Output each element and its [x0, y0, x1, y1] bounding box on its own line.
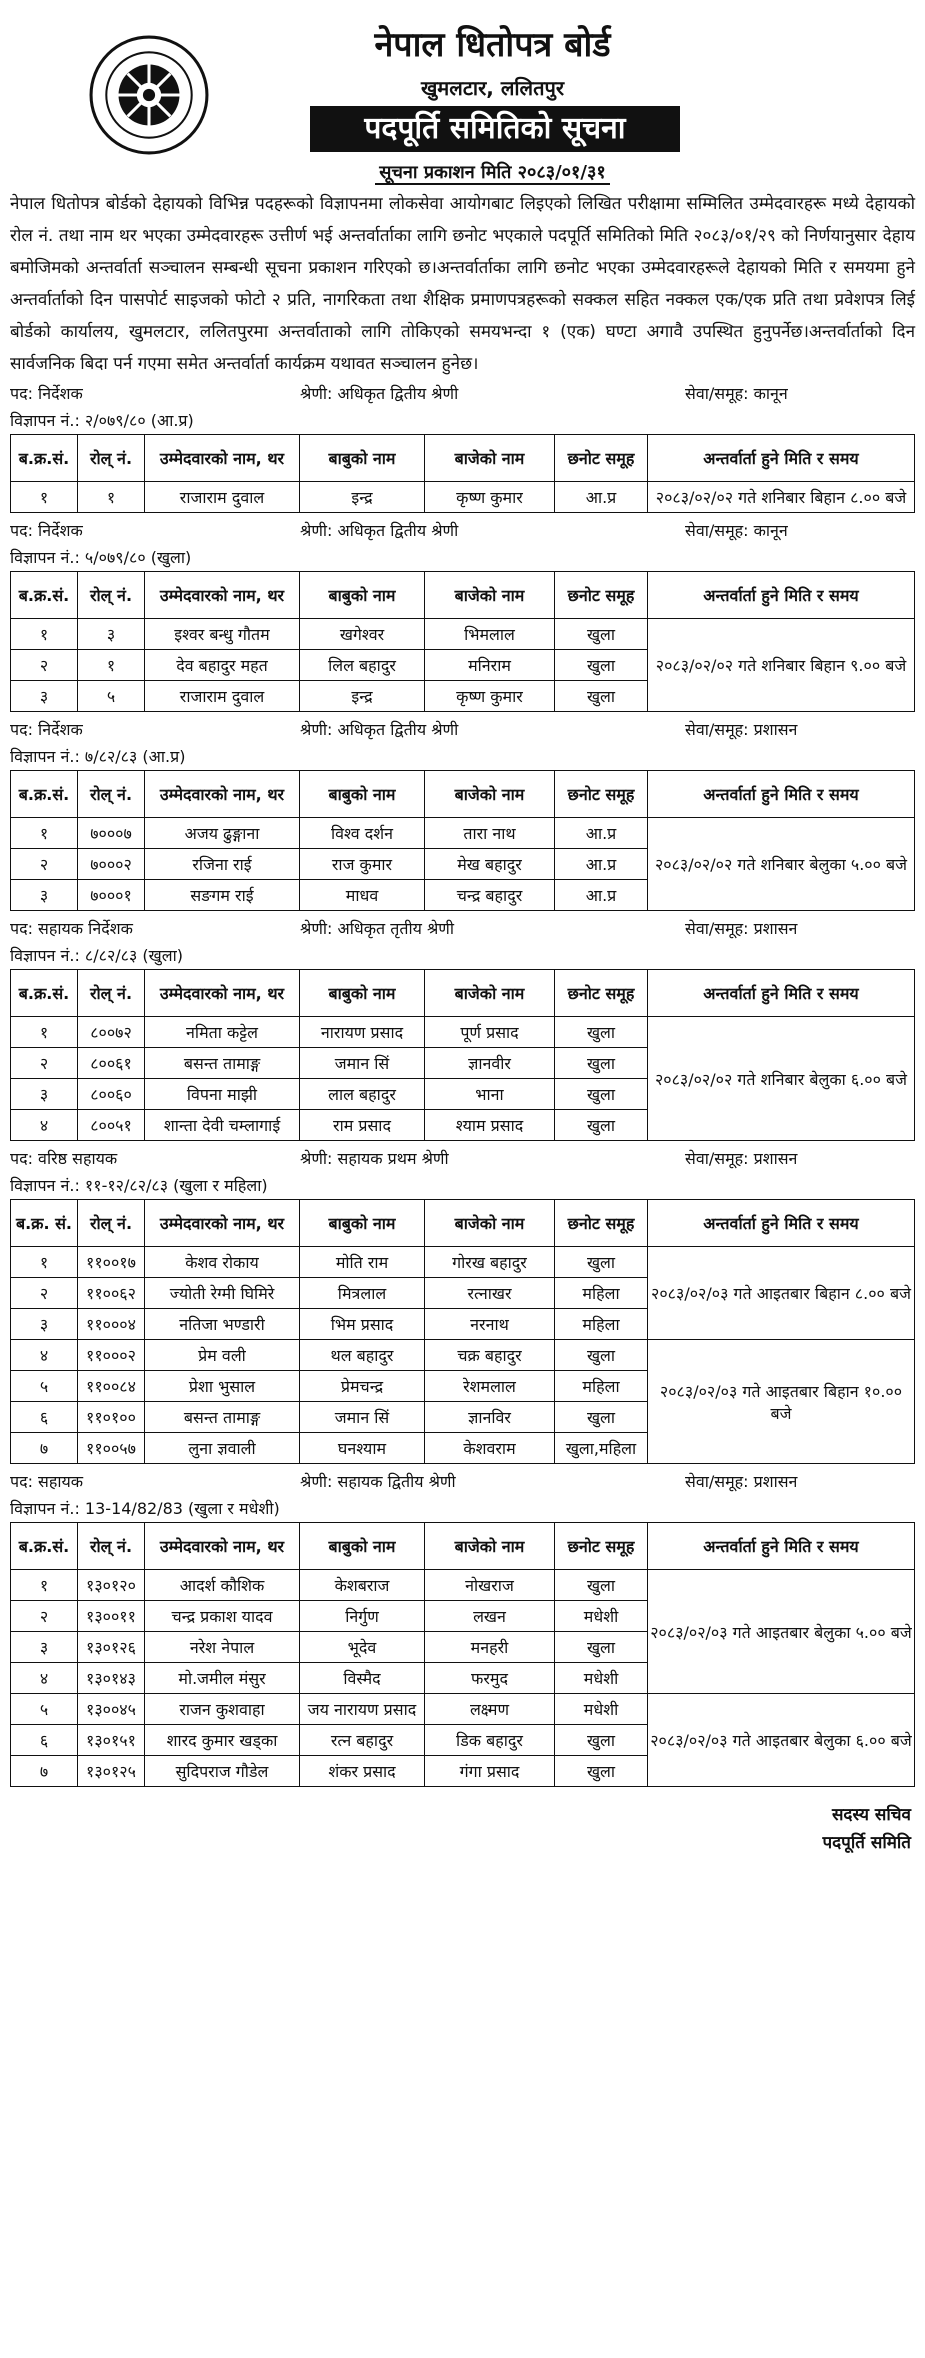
interview-table — [10, 1522, 915, 1787]
table-cell: रत्नाखर — [425, 1278, 555, 1309]
notice-header — [10, 14, 915, 156]
table-head — [11, 1200, 915, 1247]
table-cell: खगेश्वर — [300, 619, 425, 650]
table-cell: ६ — [11, 1402, 78, 1433]
table-cell: २ — [11, 650, 78, 681]
table-cell: रजिना राई — [145, 849, 300, 880]
signature-block — [10, 1801, 915, 1857]
table-cell: १३०१२६ — [78, 1632, 145, 1663]
table-cell: ज्योती रेग्मी घिमिरे — [145, 1278, 300, 1309]
column-header: रोल् नं. — [78, 1200, 145, 1247]
table-cell: खुला — [555, 619, 648, 650]
table-cell: ११००६२ — [78, 1278, 145, 1309]
table-cell: खुला — [555, 1756, 648, 1787]
table-body — [11, 482, 915, 513]
table-cell: प्रेम वली — [145, 1340, 300, 1371]
table-body — [11, 1247, 915, 1464]
table-cell: ११००१७ — [78, 1247, 145, 1278]
table-cell: मोति राम — [300, 1247, 425, 1278]
advertisement-number: विज्ञापन नं.: ८/८२/८३ (खुला) — [10, 946, 183, 965]
table-cell: मधेशी — [555, 1694, 648, 1725]
table-cell: इन्द्र — [300, 482, 425, 513]
table-cell: श्याम प्रसाद — [425, 1110, 555, 1141]
column-header: बाबुको नाम — [300, 435, 425, 482]
table-cell: ७०००१ — [78, 880, 145, 911]
table-cell: विश्व दर्शन — [300, 818, 425, 849]
table-body — [11, 818, 915, 911]
post-label: पद: वरिष्ठ सहायक — [10, 1149, 118, 1168]
table-cell: केशवराम — [425, 1433, 555, 1464]
table-cell: १३०१२० — [78, 1570, 145, 1601]
table-cell: आ.प्र — [555, 849, 648, 880]
interview-table — [10, 434, 915, 513]
column-header: उम्मेदवारको नाम, थर — [145, 572, 300, 619]
table-cell: ११०००४ — [78, 1309, 145, 1340]
table-cell: १ — [78, 482, 145, 513]
table-cell: ७०००७ — [78, 818, 145, 849]
table-cell: मनिराम — [425, 650, 555, 681]
column-header: बाजेको नाम — [425, 572, 555, 619]
column-header: अन्तर्वार्ता हुने मिति र समय — [648, 1523, 915, 1570]
table-cell: लुना ज्ञवाली — [145, 1433, 300, 1464]
table-cell: ५ — [78, 681, 145, 712]
table-cell: घनश्याम — [300, 1433, 425, 1464]
table-cell: ३ — [11, 1309, 78, 1340]
table-row — [11, 818, 915, 849]
table-cell: १३०१५१ — [78, 1725, 145, 1756]
table-cell: ७ — [11, 1756, 78, 1787]
table-cell: आ.प्र — [555, 818, 648, 849]
publication-date: सूचना प्रकाशन मिति २०८३/०१/३१ — [70, 160, 915, 184]
table-cell: चक्र बहादुर — [425, 1340, 555, 1371]
table-cell: जय नारायण प्रसाद — [300, 1694, 425, 1725]
column-header: ब.क्र.सं. — [11, 771, 78, 818]
table-cell: आ.प्र — [555, 880, 648, 911]
advertisement-number: विज्ञापन नं.: ५/०७९/८० (खुला) — [10, 548, 192, 567]
column-header: छनोट समूह — [555, 771, 648, 818]
header-row — [11, 572, 915, 619]
table-cell: खुला — [555, 1402, 648, 1433]
table-cell: ११००५७ — [78, 1433, 145, 1464]
table-cell: इन्द्र — [300, 681, 425, 712]
table-head — [11, 970, 915, 1017]
interview-schedule: २०८३/०२/०२ गते शनिबार बिहान ९.०० बजे — [648, 619, 915, 712]
table-cell: ५ — [11, 1371, 78, 1402]
table-cell: खुला — [555, 1570, 648, 1601]
interview-schedule: २०८३/०२/०३ गते आइतबार बेलुका ६.०० बजे — [648, 1694, 915, 1787]
column-header: बाबुको नाम — [300, 771, 425, 818]
table-cell: मेख बहादुर — [425, 849, 555, 880]
service-label: सेवा/समूह: प्रशासन — [685, 919, 798, 938]
table-cell: खुला — [555, 1048, 648, 1079]
advertisement-number: विज्ञापन नं.: 13-14/82/83 (खुला र मधेशी) — [10, 1499, 280, 1518]
column-header: ब.क्र.सं. — [11, 435, 78, 482]
section-meta — [10, 915, 915, 943]
service-label: सेवा/समूह: प्रशासन — [685, 1472, 798, 1491]
table-cell: १ — [11, 818, 78, 849]
notice-title: पदपूर्ति समितिको सूचना — [310, 106, 680, 152]
class-label: श्रेणी: अधिकृत द्वितीय श्रेणी — [300, 521, 459, 540]
table-cell: मनहरी — [425, 1632, 555, 1663]
table-cell: ७ — [11, 1433, 78, 1464]
signature-title: सदस्य सचिव — [831, 1805, 911, 1825]
interview-schedule: २०८३/०२/०२ गते शनिबार बिहान ८.०० बजे — [648, 482, 915, 513]
column-header: ब.क्र. सं. — [11, 1200, 78, 1247]
table-head — [11, 572, 915, 619]
header-row — [11, 771, 915, 818]
table-cell: शारद कुमार खड्का — [145, 1725, 300, 1756]
table-cell: तारा नाथ — [425, 818, 555, 849]
table-cell: खुला,महिला — [555, 1433, 648, 1464]
table-cell: राजन कुशवाहा — [145, 1694, 300, 1725]
column-header: रोल् नं. — [78, 970, 145, 1017]
table-cell: ११०००२ — [78, 1340, 145, 1371]
post-label: पद: सहायक — [10, 1472, 84, 1491]
table-cell: जमान सिं — [300, 1402, 425, 1433]
table-cell: राजाराम दुवाल — [145, 681, 300, 712]
table-cell: ११००८४ — [78, 1371, 145, 1402]
column-header: बाजेको नाम — [425, 771, 555, 818]
table-cell: नरेश नेपाल — [145, 1632, 300, 1663]
table-cell: ८००६० — [78, 1079, 145, 1110]
column-header: छनोट समूह — [555, 1200, 648, 1247]
table-cell: १ — [11, 1570, 78, 1601]
section-meta — [10, 1468, 915, 1496]
table-cell: २ — [11, 1601, 78, 1632]
table-cell: ३ — [11, 1632, 78, 1663]
table-cell: खुला — [555, 1725, 648, 1756]
table-cell: महिला — [555, 1309, 648, 1340]
table-cell: नरनाथ — [425, 1309, 555, 1340]
interview-schedule: २०८३/०२/०२ गते शनिबार बेलुका ५.०० बजे — [648, 818, 915, 911]
interview-schedule: २०८३/०२/०३ गते आइतबार बिहान ८.०० बजे — [648, 1247, 915, 1340]
table-cell: १ — [11, 1017, 78, 1048]
table-cell: मो.जमील मंसुर — [145, 1663, 300, 1694]
class-label: श्रेणी: अधिकृत द्वितीय श्रेणी — [300, 384, 459, 403]
table-cell: ८००५१ — [78, 1110, 145, 1141]
column-header: बाबुको नाम — [300, 1523, 425, 1570]
table-cell: चन्द्र प्रकाश यादव — [145, 1601, 300, 1632]
table-cell: १ — [11, 619, 78, 650]
class-label: श्रेणी: सहायक द्वितीय श्रेणी — [300, 1472, 456, 1491]
advertisement-number: विज्ञापन नं.: २/०७९/८० (आ.प्र) — [10, 411, 194, 430]
table-body — [11, 1017, 915, 1141]
column-header: बाजेको नाम — [425, 435, 555, 482]
header-row — [11, 1523, 915, 1570]
column-header: उम्मेदवारको नाम, थर — [145, 771, 300, 818]
column-header: रोल् नं. — [78, 435, 145, 482]
table-cell: ३ — [11, 1079, 78, 1110]
table-cell: ५ — [11, 1694, 78, 1725]
column-header: ब.क्र.सं. — [11, 970, 78, 1017]
section-meta — [10, 517, 915, 545]
intro-paragraph: नेपाल धितोपत्र बोर्डको देहायको विभिन्न पदहरूको विज्ञापनमा लोकसेवा आयोगबाट लिइएको लिखित परीक्षामा सम्मिलित उम्मेदवारहरू मध्ये देहायको रोल नं. तथा नाम थर भएका उम्मेदवारहरू उत्तीर्ण भई अन्तर्वार्ताका लागि छनोट भएकाले पदपूर्ति समितिको मिति २०८३/०१/२९ को निर्णयानुसार देहाय बमोजिमको अन्तर्वार्ता सञ्चालन सम्बन्धी सूचना प्रकाशन गरिएको छ।अन्तर्वार्ताका लागि छनोट भएका उम्मेदवारहरूले देहायको मिति र समयमा हुने अन्तर्वार्ताको दिन पासपोर्ट साइजको फोटो २ प्रति, नागरिकता तथा शैक्षिक प्रमाणपत्रहरूको सक्कल सहित नक्कल एक/एक प्रति तथा प्रवेशपत्र लिई बोर्डको कार्यालय, खुमलटार, ललितपुरमा अन्तर्वाताको लागि तोकिएको समयभन्दा १ (एक) घण्टा अगावै उपस्थित हुनुपर्नेछ।अन्तर्वार्ताको दिन सार्वजनिक बिदा पर्न गएमा समेत अन्तर्वार्ता कार्यक्रम यथावत सञ्चालन हुनेछ। — [10, 194, 915, 374]
table-cell: इश्वर बन्धु गौतम — [145, 619, 300, 650]
table-cell: प्रेशा भुसाल — [145, 1371, 300, 1402]
table-cell: राम प्रसाद — [300, 1110, 425, 1141]
column-header: अन्तर्वार्ता हुने मिति र समय — [648, 572, 915, 619]
table-cell: जमान सिं — [300, 1048, 425, 1079]
interview-schedule: २०८३/०२/०३ गते आइतबार बिहान १०.०० बजे — [648, 1340, 915, 1464]
table-cell: बसन्त तामाङ्ग — [145, 1048, 300, 1079]
header-row — [11, 1200, 915, 1247]
column-header: उम्मेदवारको नाम, थर — [145, 1523, 300, 1570]
table-cell: सङगम राई — [145, 880, 300, 911]
table-cell: महिला — [555, 1371, 648, 1402]
table-cell: ३ — [11, 880, 78, 911]
service-label: सेवा/समूह: कानून — [685, 384, 788, 403]
table-cell: लक्ष्मण — [425, 1694, 555, 1725]
column-header: बाजेको नाम — [425, 1523, 555, 1570]
table-head — [11, 771, 915, 818]
table-cell: राजाराम दुवाल — [145, 482, 300, 513]
interview-schedule: २०८३/०२/०३ गते आइतबार बेलुका ५.०० बजे — [648, 1570, 915, 1694]
column-header: अन्तर्वार्ता हुने मिति र समय — [648, 970, 915, 1017]
header-row — [11, 435, 915, 482]
column-header: बाजेको नाम — [425, 1200, 555, 1247]
table-cell: १३०१२५ — [78, 1756, 145, 1787]
table-cell: ४ — [11, 1340, 78, 1371]
table-cell: महिला — [555, 1278, 648, 1309]
table-cell: निर्गुण — [300, 1601, 425, 1632]
interview-table — [10, 1199, 915, 1464]
table-cell: १ — [78, 650, 145, 681]
table-cell: सुदिपराज गौडेल — [145, 1756, 300, 1787]
table-cell: खुला — [555, 681, 648, 712]
table-cell: केशबराज — [300, 1570, 425, 1601]
post-label: पद: निर्देशक — [10, 384, 83, 403]
table-cell: देव बहादुर महत — [145, 650, 300, 681]
table-cell: माधव — [300, 880, 425, 911]
table-cell: खुला — [555, 1017, 648, 1048]
table-cell: राज कुमार — [300, 849, 425, 880]
table-row — [11, 1340, 915, 1371]
table-cell: नमिता कट्टेल — [145, 1017, 300, 1048]
interview-table — [10, 770, 915, 911]
table-cell: भिमलाल — [425, 619, 555, 650]
table-cell: २ — [11, 1278, 78, 1309]
table-cell: अजय ढुङ्गाना — [145, 818, 300, 849]
table-cell: शान्ता देवी चम्लागाई — [145, 1110, 300, 1141]
table-row — [11, 1694, 915, 1725]
table-cell: ६ — [11, 1725, 78, 1756]
table-row — [11, 482, 915, 513]
table-cell: १३००४५ — [78, 1694, 145, 1725]
column-header: ब.क्र.सं. — [11, 1523, 78, 1570]
table-cell: गंगा प्रसाद — [425, 1756, 555, 1787]
section-meta — [10, 380, 915, 408]
table-cell: लखन — [425, 1601, 555, 1632]
service-label: सेवा/समूह: प्रशासन — [685, 1149, 798, 1168]
table-cell: मधेशी — [555, 1601, 648, 1632]
table-cell: डिक बहादुर — [425, 1725, 555, 1756]
column-header: बाबुको नाम — [300, 1200, 425, 1247]
org-address: खुमलटार, ललितपुर — [420, 76, 565, 100]
table-head — [11, 435, 915, 482]
interview-table — [10, 969, 915, 1141]
table-cell: १ — [11, 1247, 78, 1278]
table-cell: फरमुद — [425, 1663, 555, 1694]
table-cell: आ.प्र — [555, 482, 648, 513]
table-cell: ३ — [11, 681, 78, 712]
table-cell: १ — [11, 482, 78, 513]
table-cell: विस्मैद — [300, 1663, 425, 1694]
table-cell: ३ — [78, 619, 145, 650]
table-cell: चन्द्र बहादुर — [425, 880, 555, 911]
column-header: उम्मेदवारको नाम, थर — [145, 970, 300, 1017]
post-label: पद: निर्देशक — [10, 720, 83, 739]
table-cell: ७०००२ — [78, 849, 145, 880]
class-label: श्रेणी: सहायक प्रथम श्रेणी — [300, 1149, 449, 1168]
class-label: श्रेणी: अधिकृत द्वितीय श्रेणी — [300, 720, 459, 739]
table-row — [11, 1570, 915, 1601]
table-row — [11, 1017, 915, 1048]
column-header: छनोट समूह — [555, 572, 648, 619]
column-header: छनोट समूह — [555, 970, 648, 1017]
table-cell: ४ — [11, 1663, 78, 1694]
column-header: अन्तर्वार्ता हुने मिति र समय — [648, 435, 915, 482]
table-cell: गोरख बहादुर — [425, 1247, 555, 1278]
table-cell: १३००११ — [78, 1601, 145, 1632]
column-header: अन्तर्वार्ता हुने मिति र समय — [648, 1200, 915, 1247]
table-cell: खुला — [555, 650, 648, 681]
section-meta — [10, 1145, 915, 1173]
table-cell: मित्रलाल — [300, 1278, 425, 1309]
table-cell: ४ — [11, 1110, 78, 1141]
interview-table — [10, 571, 915, 712]
column-header: उम्मेदवारको नाम, थर — [145, 435, 300, 482]
column-header: बाजेको नाम — [425, 970, 555, 1017]
table-cell: खुला — [555, 1632, 648, 1663]
table-cell: विपना माझी — [145, 1079, 300, 1110]
table-cell: भिम प्रसाद — [300, 1309, 425, 1340]
column-header: रोल् नं. — [78, 1523, 145, 1570]
column-header: छनोट समूह — [555, 435, 648, 482]
table-cell: खुला — [555, 1110, 648, 1141]
table-cell: खुला — [555, 1079, 648, 1110]
service-label: सेवा/समूह: प्रशासन — [685, 720, 798, 739]
table-cell: नारायण प्रसाद — [300, 1017, 425, 1048]
column-header: बाबुको नाम — [300, 572, 425, 619]
post-label: पद: सहायक निर्देशक — [10, 919, 133, 938]
column-header: ब.क्र.सं. — [11, 572, 78, 619]
table-cell: आदर्श कौशिक — [145, 1570, 300, 1601]
table-row — [11, 619, 915, 650]
table-row — [11, 1247, 915, 1278]
table-cell: शंकर प्रसाद — [300, 1756, 425, 1787]
table-cell: लाल बहादुर — [300, 1079, 425, 1110]
table-cell: २ — [11, 1048, 78, 1079]
table-cell: ८००७२ — [78, 1017, 145, 1048]
table-cell: नतिजा भण्डारी — [145, 1309, 300, 1340]
section-meta — [10, 716, 915, 744]
table-cell: केशव रोकाय — [145, 1247, 300, 1278]
table-cell: १३०१४३ — [78, 1663, 145, 1694]
signature-committee: पदपूर्ति समिति — [822, 1833, 911, 1853]
table-cell: रत्न बहादुर — [300, 1725, 425, 1756]
table-body — [11, 1570, 915, 1787]
column-header: रोल् नं. — [78, 771, 145, 818]
header-row — [11, 970, 915, 1017]
column-header: छनोट समूह — [555, 1523, 648, 1570]
table-cell: थल बहादुर — [300, 1340, 425, 1371]
table-cell: भूदेव — [300, 1632, 425, 1663]
table-cell: प्रेमचन्द्र — [300, 1371, 425, 1402]
interview-schedule: २०८३/०२/०२ गते शनिबार बेलुका ६.०० बजे — [648, 1017, 915, 1141]
column-header: बाबुको नाम — [300, 970, 425, 1017]
table-cell: भाना — [425, 1079, 555, 1110]
table-cell: खुला — [555, 1247, 648, 1278]
advertisement-number: विज्ञापन नं.: ७/८२/८३ (आ.प्र) — [10, 747, 186, 766]
table-cell: लिल बहादुर — [300, 650, 425, 681]
column-header: उम्मेदवारको नाम, थर — [145, 1200, 300, 1247]
table-cell: रेशमलाल — [425, 1371, 555, 1402]
column-header: अन्तर्वार्ता हुने मिति र समय — [648, 771, 915, 818]
table-cell: ज्ञानविर — [425, 1402, 555, 1433]
sections-container — [10, 380, 915, 1787]
class-label: श्रेणी: अधिकृत तृतीय श्रेणी — [300, 919, 455, 938]
service-label: सेवा/समूह: कानून — [685, 521, 788, 540]
table-cell: नोखराज — [425, 1570, 555, 1601]
table-cell: ज्ञानवीर — [425, 1048, 555, 1079]
table-cell: पूर्ण प्रसाद — [425, 1017, 555, 1048]
table-cell: कृष्ण कुमार — [425, 482, 555, 513]
advertisement-number: विज्ञापन नं.: ११-१२/८२/८३ (खुला र महिला) — [10, 1176, 268, 1195]
table-cell: ८००६१ — [78, 1048, 145, 1079]
notice-page — [10, 0, 915, 1857]
table-cell: खुला — [555, 1340, 648, 1371]
column-header: रोल् नं. — [78, 572, 145, 619]
post-label: पद: निर्देशक — [10, 521, 83, 540]
table-cell: ११०१०० — [78, 1402, 145, 1433]
table-cell: बसन्त तामाङ्ग — [145, 1402, 300, 1433]
org-name: नेपाल धितोपत्र बोर्ड — [374, 25, 611, 65]
table-cell: २ — [11, 849, 78, 880]
table-body — [11, 619, 915, 712]
table-cell: मधेशी — [555, 1663, 648, 1694]
table-head — [11, 1523, 915, 1570]
table-cell: कृष्ण कुमार — [425, 681, 555, 712]
